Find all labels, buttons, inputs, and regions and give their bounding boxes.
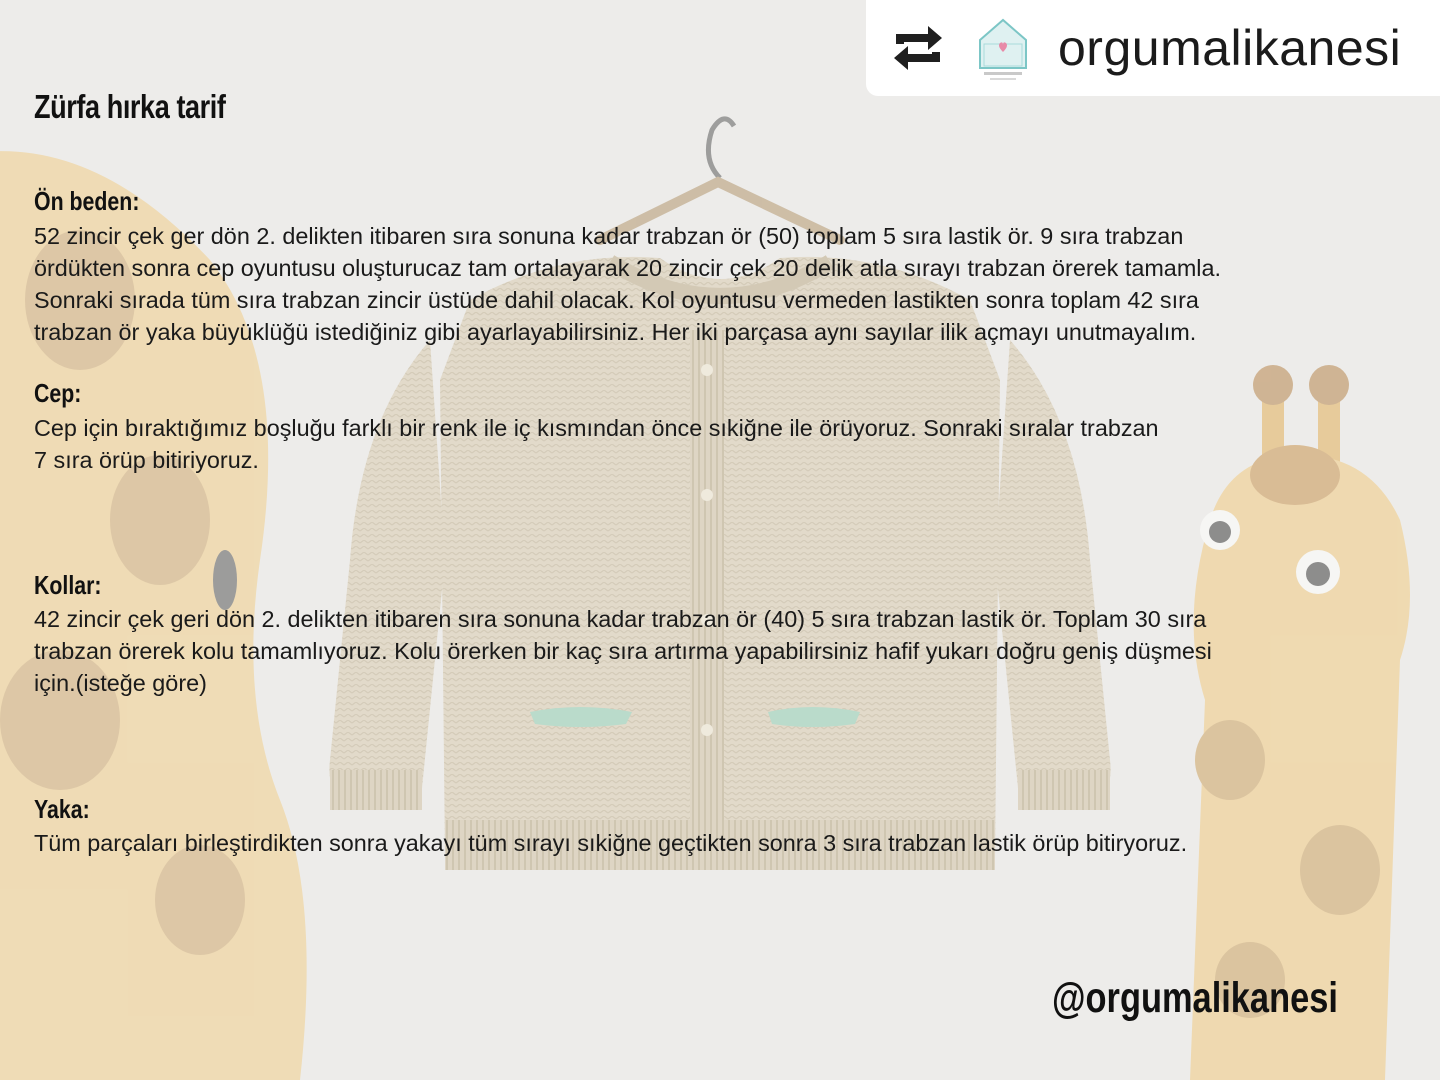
- section-text-yaka: Tüm parçaları birleştirdikten sonra yakayı tüm sırayı sıkiğne geçtikten sonra 3 sıra trabzan lastik örüp bitiryoruz.: [34, 830, 1188, 856]
- orgu-malikanesi-logo: [970, 10, 1036, 84]
- section-text-on-beden: 52 zincir çek ger dön 2. delikten itibaren sıra sonuna kadar trabzan ör (50) toplam 5 sıra lastik ör. 9 sıra trabzan ördükten sonra cep oyuntusu oluşturucaz tam ortalayarak 20 zincir çek 20 delik atla sırayı trabzan örerek tamamla. Sonraki sırada tüm sıra trabzan zincir üstüde dahil olacak. Kol oyuntusu vermeden lastikten sonra toplam 42 sıra trabzan ör yaka büyüklüğü istediğiniz gibi ayarlayabilirsiniz. Her iki parçasa aynı sayılar ilik açmayı unutmayalım.: [34, 223, 1222, 345]
- footer-handle[interactable]: @orgumalikanesi: [1052, 974, 1338, 1022]
- section-text-kollar: 42 zincir çek geri dön 2. delikten itibaren sıra sonuna kadar trabzan ör (40) 5 sıra trabzan lastik ör. Toplam 30 sıra trabzan örerek kolu tamamlıyoruz. Kolu örerken bir kaç sıra artırma yapabilirsiniz hafif yukarı doğru geniş düşmesi için.(isteğe göre): [34, 606, 1212, 696]
- repost-icon: [888, 22, 948, 74]
- section-heading-on-beden: Ön beden:: [34, 186, 140, 216]
- repost-badge[interactable]: [866, 0, 1440, 96]
- section-heading-kollar: Kollar:: [34, 570, 102, 600]
- recipe-title: Zürfa hırka tarif: [34, 88, 226, 125]
- section-heading-yaka: Yaka:: [34, 794, 90, 824]
- section-text-cep: Cep için bıraktığımız boşluğu farklı bir renk ile iç kısmından önce sıkiğne ile örüyoruz. Sonraki sıralar trabzan 7 sıra örüp bitiriyoruz.: [34, 415, 1159, 473]
- repost-handle[interactable]: orgumalikanesi: [1058, 20, 1402, 76]
- section-heading-cep: Cep:: [34, 378, 82, 408]
